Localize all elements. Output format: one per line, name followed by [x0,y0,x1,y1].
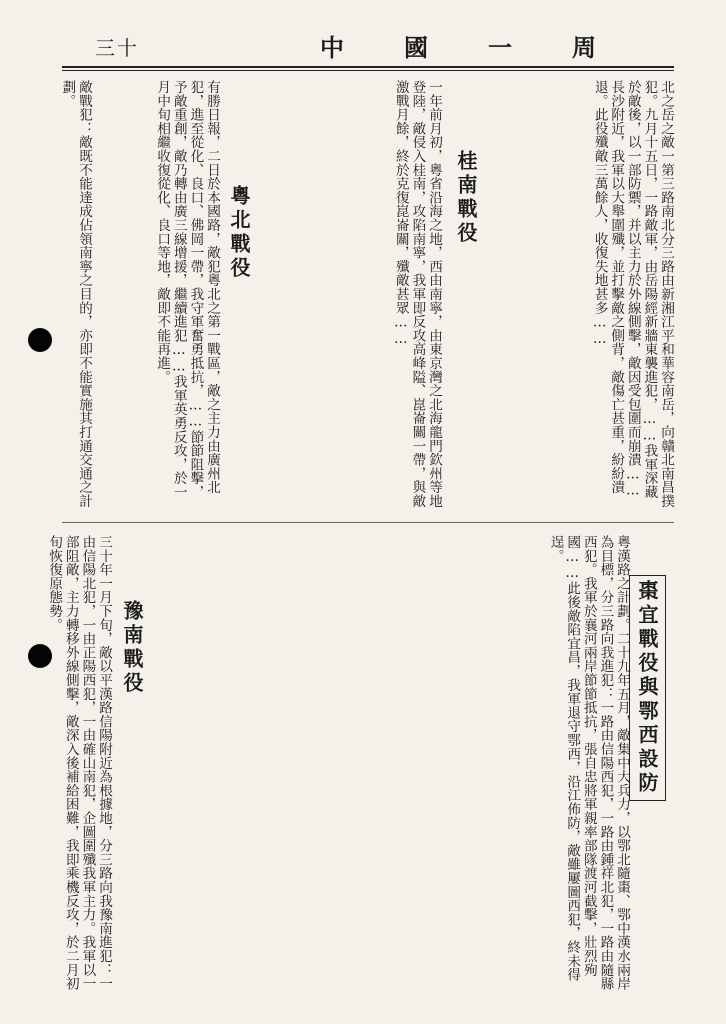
article-body-yunan: 三十年一月下旬，敵以平漢路信陽附近為根據地，分三路向我豫南進犯：一由信陽北犯，一由正陽西犯，一由確山南犯，企圖圍殲我軍主力。我軍以一部阻敵，主力轉移外線側擊，敵深入後補給困難，我即乘機反攻，於二月初旬恢復原態勢。 [46,535,112,991]
binding-hole-upper [28,328,52,352]
binding-hole-lower [28,644,52,668]
page-number: 三十 [95,36,139,60]
article-title-yuebei: 粵北戰役 [227,185,251,281]
article-body-right: 北之岳之敵一第三路南北分三路由新湘江平和華容南岳，向贛北南昌撲犯。九月十五日，一路敵軍，由岳陽經新牆東襲進犯，……我軍深藏於敵後，以一部防禦，并以主力於外線側擊，敵因受包圍而崩潰……長沙附近，我軍以大舉圍殲，並打擊敵之側背，敵傷亡甚重，紛紛潰退。此役殲敵三萬餘人，收復失地甚多…… [591,80,674,508]
article-body-far-left: 敵戰犯：敵既不能達成佔領南寧之目的，亦即不能實施其打通交通之計劃。 [59,80,92,508]
masthead-title: 中國一周 [320,33,656,62]
section-divider [62,522,674,523]
header-rule-thin [62,70,674,71]
page-header [55,22,676,66]
article-title-zaoyi: 棗宜戰役與鄂西設防 [629,575,666,801]
article-body-mid: 一年前月初，粵省沿海之地，西由南寧，由東京灣之北海龍門欽州等地登陸，敵侵入桂南，攻陷南寧，我軍即反攻高峰隘、崑崙關一帶，與敵激戰月餘，終於克復崑崙關，殲敵甚眾…… [392,80,442,508]
article-title-guinan: 桂南戰役 [454,150,478,246]
article-title-yunan: 豫南戰役 [120,600,144,696]
header-rule [62,66,674,68]
article-body-zaoyi: 粵漢路之計劃。二十九年五月，敵集中大兵力，以鄂北隨棗、鄂中漢水兩岸為目標，分三路向我進犯：一路由信陽西犯，一路由鍾祥北犯，一路由隨縣西犯。我軍於襄河兩岸節節抵抗，張自忠將軍親率部隊渡河截擊，壯烈殉國……此後敵陷宜昌，我軍退守鄂西，沿江佈防，敵雖屢圖西犯，終未得逞。 [547,535,630,991]
article-body-left: 有勝日報，二日於本國路，敵犯粵北之第一戰區，敵之主力由廣州北犯，進至從化、良口、佛岡一帶，我守軍奮勇抵抗，……節節阻擊，予敵重創，敵乃轉由廣三線增援，繼續進犯……我軍英勇反攻，於一月中旬相繼收復從化、良口等地，敵即不能再進。 [154,80,220,499]
